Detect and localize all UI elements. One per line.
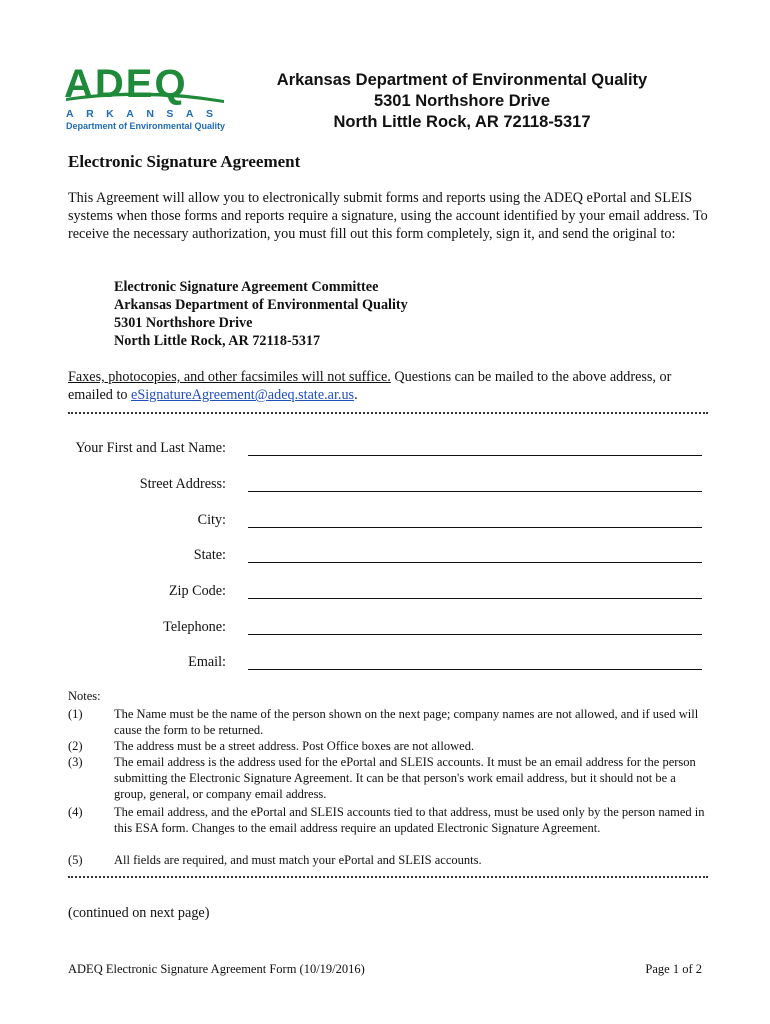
faxes-end: .: [354, 387, 358, 403]
faxes-questions: Questions can be mailed to the above address, or emailed to: [68, 369, 672, 403]
field-zip: [0, 583, 770, 603]
note-number: (2): [68, 739, 83, 753]
field-state: [0, 547, 770, 567]
note-text: The address must be a street address. Post Office boxes are not allowed.: [114, 739, 475, 753]
street-input-line[interactable]: [248, 491, 702, 492]
street-label: Street Address:: [139, 476, 226, 492]
note-text: The email address, and the ePortal and SLEIS accounts tied to that address, must be used only by the person named in this ESA form. Changes to the email address require an updated Electronic Signature Agreement.: [114, 805, 705, 835]
committee-line-1: Electronic Signature Agreement Committee: [114, 279, 379, 295]
footer-form-name: ADEQ Electronic Signature Agreement Form (10/19/2016): [68, 962, 365, 976]
note-number: (4): [68, 805, 83, 819]
telephone-label: Telephone:: [163, 619, 226, 635]
header-agency: Arkansas Department of Environmental Quality: [276, 71, 648, 89]
divider-bottom: [68, 876, 708, 878]
committee-address: [114, 278, 408, 350]
logo-wordmark: ADEQ: [64, 62, 188, 106]
logo-state: ARKANSAS: [66, 108, 226, 120]
notes-heading: Notes:: [68, 689, 101, 703]
continued-note: (continued on next page): [68, 905, 210, 921]
name-input-line[interactable]: [248, 455, 702, 456]
city-label: City:: [197, 512, 226, 528]
email-input-line[interactable]: [248, 669, 702, 670]
committee-line-2: Arkansas Department of Environmental Quality: [114, 297, 408, 313]
committee-line-3: 5301 Northshore Drive: [114, 315, 253, 331]
field-telephone: [0, 619, 770, 639]
note-text: The Name must be the name of the person shown on the next page; company names are not allowed, and if used will cause the form to be returned.: [114, 707, 699, 737]
zip-label: Zip Code:: [168, 583, 226, 599]
zip-input-line[interactable]: [248, 598, 702, 599]
faxes-notice: [68, 368, 708, 404]
email-label: Email:: [188, 654, 226, 670]
divider-top: [68, 412, 708, 414]
telephone-input-line[interactable]: [248, 634, 702, 635]
city-input-line[interactable]: [248, 527, 702, 528]
header-address: [240, 70, 684, 133]
agreement-email-link[interactable]: eSignatureAgreement@adeq.state.ar.us: [131, 387, 355, 403]
committee-line-4: North Little Rock, AR 72118-5317: [114, 333, 321, 349]
footer-page-number: Page 1 of 2: [645, 962, 702, 976]
adeq-logo: [64, 64, 234, 134]
note-number: (5): [68, 853, 83, 867]
note-number: (1): [68, 707, 83, 721]
page-title: Electronic Signature Agreement: [68, 152, 301, 171]
state-input-line[interactable]: [248, 562, 702, 563]
state-label: State:: [193, 547, 226, 563]
note-number: (3): [68, 755, 83, 769]
name-label: Your First and Last Name:: [75, 440, 226, 456]
field-email: [0, 654, 770, 674]
field-city: [0, 512, 770, 532]
field-street: [0, 476, 770, 496]
faxes-warning: Faxes, photocopies, and other facsimiles will not suffice.: [68, 369, 391, 385]
note-text: The email address is the address used for the ePortal and SLEIS accounts. It must be an email address for the person submitting the Electronic Signature Agreement. It can be that person's work email address, but it should not be a group, general, or company email address.: [114, 755, 696, 801]
intro-paragraph: This Agreement will allow you to electronically submit forms and reports using the ADEQ ePortal and SLEIS systems when those forms and reports require a signature, using the account identified by your email address. To receive the necessary authorization, you must fill out this form completely, sign it, and send the original to:: [68, 190, 708, 242]
header-street: 5301 Northshore Drive: [373, 92, 551, 110]
logo-department: Department of Environmental Quality: [66, 121, 226, 131]
note-text: All fields are required, and must match your ePortal and SLEIS accounts.: [114, 853, 482, 867]
field-name: [0, 440, 770, 460]
header-city: North Little Rock, AR 72118-5317: [333, 113, 591, 131]
